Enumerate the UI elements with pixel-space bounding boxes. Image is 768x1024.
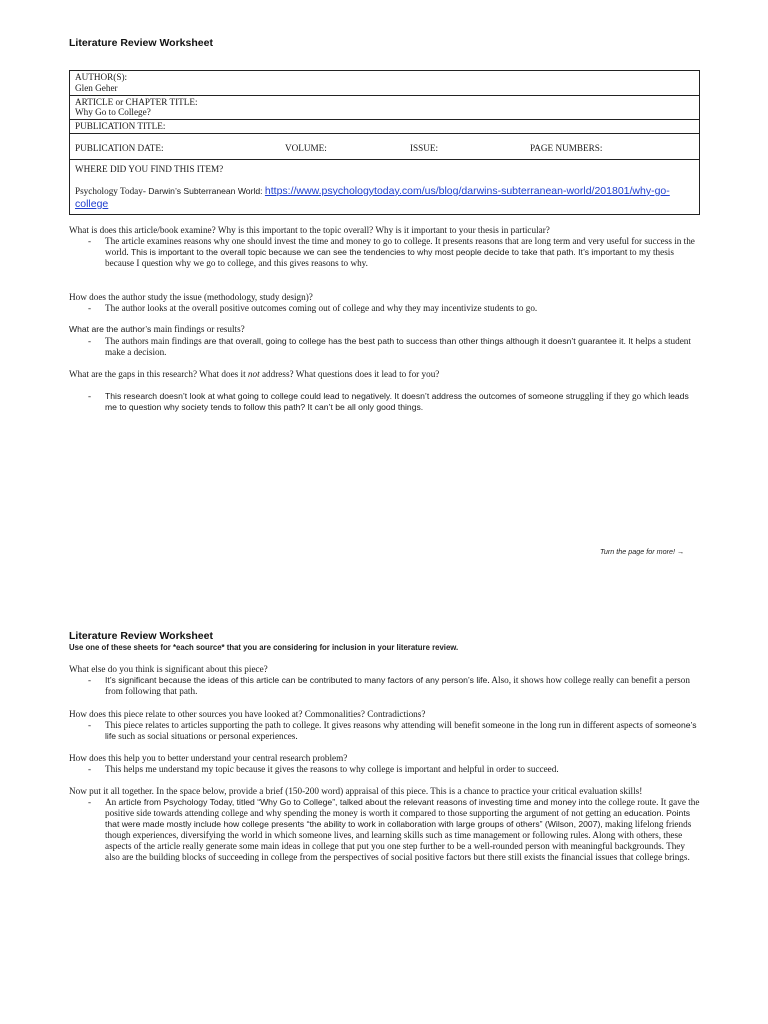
article-title-cell [70,95,700,120]
authors-cell [70,71,700,96]
answer-significance [88,675,700,697]
publication-details-cell [70,134,700,160]
volume-label: VOLUME: [285,143,327,154]
bullet-dash: - [88,391,92,401]
source-name: Psychology Today- [75,185,149,196]
answer-examine [88,236,700,269]
answer-findings [88,336,700,358]
answer-understanding-text: This helps me understand my topic because it gives the reasons to why college is important and helpful in order to succeed. [105,764,559,774]
question-significance: What else do you think is significant about this piece? [69,664,268,674]
page-title: Literature Review Worksheet [69,37,213,49]
issue-label: ISSUE: [410,143,439,154]
source-link[interactable]: https://www.psychologytoday.com/us/blog/darwins-subterranean-world/201801/why-go-college [75,184,670,210]
question-findings-text-2: main findings or results? [151,324,245,334]
source-title: Darwin’s Subterranean World: [148,185,265,196]
question-understanding: How does this help you to better understand your central research problem? [69,753,348,763]
question-examine: What is does this article/book examine? Why is this important to the topic overall? Why is it important to your thesis in particular? [69,225,550,235]
answer-appraisal-text-3: the college route. It gave the positive side towards attending college and why spending the money is worth it compared to those supporting the argument of not getting an [105,797,700,818]
answer-findings-text-1: The authors main findings [105,336,205,346]
answer-gaps [88,391,700,413]
answer-relation-text-1: This piece relates to articles supporting the path to college. It gives reasons why attending will benefit someone in the long run in different aspects of [105,720,656,730]
where-found-label: WHERE DID YOU FIND THIS ITEM? [75,163,224,174]
answer-significance-text-2: . Also, it shows how college really can benefit a person from following that path. [105,675,690,696]
where-found-cell [70,159,700,214]
bullet-dash: - [88,720,92,730]
citation-table [69,70,700,215]
answer-gaps-text-2: ggling if they go which [580,391,669,401]
page-numbers-label: PAGE NUMBERS: [530,143,603,154]
answer-understanding [88,764,700,775]
authors-value: Glen Geher [75,82,118,93]
question-gaps-italic: not [247,369,260,379]
answer-appraisal-text-2: article from Psychology Today, titled “Why Go to College”, talked about the relevant reasons of investing time and money into [118,797,593,807]
question-appraisal: Now put it all together. In the space below, provide a brief (150-200 word) appraisal of this piece. This is a chance to practice your critical evaluation skills! [69,786,643,796]
question-methodology: How does the author study the issue (methodology, study design)? [69,292,313,302]
question-findings [69,324,245,335]
answer-gaps-text-3: leads me to question why society tends to follow this path? It can’t be all only good things. [105,391,689,412]
bullet-dash: - [88,675,92,685]
answer-appraisal [88,797,700,863]
answer-appraisal-text-4: education. Points that were made mostly include how college presents “the ability to work in collaboration with large groups of others” (Wilson, 2007), [105,808,691,829]
bullet-dash: - [88,764,92,774]
publication-date-label: PUBLICATION DATE: [75,143,164,154]
bullet-dash: - [88,336,92,346]
authors-label: AUTHOR(S): [75,72,128,82]
answer-methodology [88,303,700,314]
answer-methodology-text: The author looks at the overall positive outcomes coming out of college and why they may incentivize students to go. [105,303,538,313]
page-title-2: Literature Review Worksheet [69,630,213,642]
bullet-dash: - [88,236,92,246]
question-relation: How does this piece relate to other sources you have looked at? Commonalities? Contradictions? [69,709,426,719]
question-gaps [69,369,439,380]
turn-page-note: Turn the page for more! → [600,547,685,556]
answer-appraisal-text-5: making lifelong friends though experiences, diversifying the world in which someone lives, and learning skills such as time management or following rules. Along with others, these aspects of the article really generate some main ideas in college that put you one step further to be a well-rounded person with meaningful backgrounds. They also are the building blocks of succeeding in college from the perspectives of social positive factors but there still exists the financial issues that college brings. [105,819,692,862]
answer-significance-text-1: It’s significant because the ideas of this article can be contributed to many factors of any person’s life [105,675,488,685]
page-subtitle: Use one of these sheets for *each source* that you are considering for inclusion in your literature review. [69,643,459,652]
question-gaps-text-2: address? What questions does it lead to for you? [259,369,440,379]
answer-relation-text-3: such as social situations or personal experiences. [116,731,298,741]
bullet-dash: - [88,797,92,807]
article-title-value: Why Go to College? [75,107,151,118]
answer-examine-text-2: This is important to the overall topic because we can see the tendencies to why most people decide to take that path. It’s important [131,247,628,257]
answer-examine-text-3: to my thesis because I question why we go to college, and this gives reasons to why. [105,247,674,268]
question-findings-text-1: What are the author’s [69,324,152,334]
answer-relation [88,720,700,742]
publication-title-cell [70,120,700,134]
answer-examine-text-1: The article examines reasons why one should invest the time and money to go to college. It presents reasons that are long term and very useful for success in the world. [105,236,695,257]
answer-appraisal-text-1: An [105,797,119,807]
answer-relation-text-2: someone’s life [105,720,697,741]
answer-findings-text-3: lps a student make a decision. [105,336,691,357]
answer-findings-text-2: are that overall, going to college has the best path to success than other things although it doesn’t guarantee it. It he [204,336,645,346]
publication-title-label: PUBLICATION TITLE: [75,121,166,132]
answer-gaps-text-1: This research doesn’t look at what going to college could lead to negatively. It doesn’t address the outcomes of someone stru [105,391,581,401]
article-title-label: ARTICLE or CHAPTER TITLE: [75,96,198,107]
question-gaps-text-1: What are the gaps in this research? What does it [69,369,248,379]
bullet-dash: - [88,303,92,313]
